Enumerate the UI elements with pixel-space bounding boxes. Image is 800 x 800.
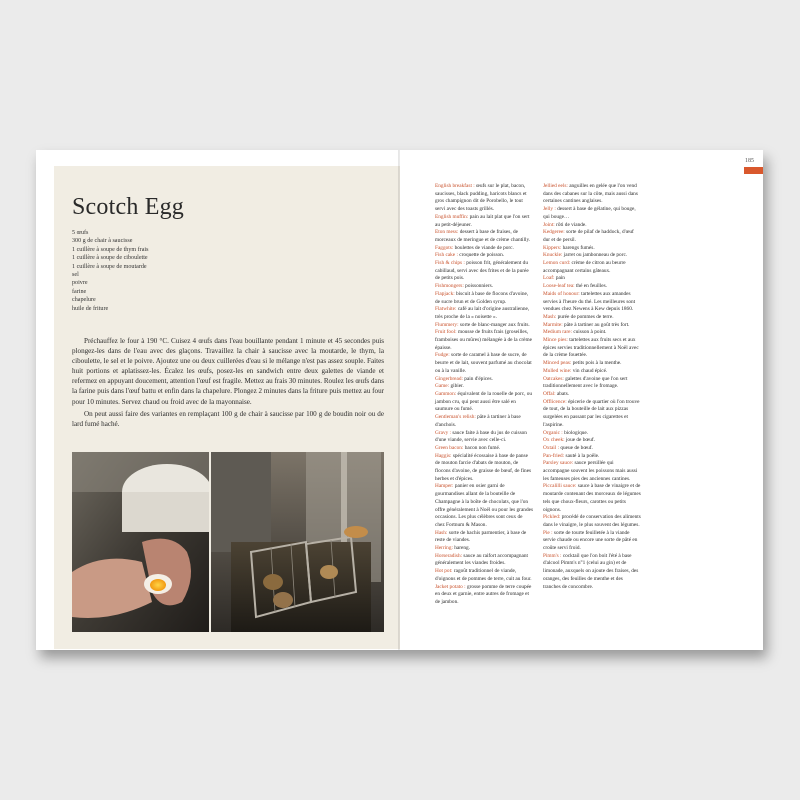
glossary-entry — [435, 291, 533, 306]
glossary-definition: croquette de poisson. — [459, 252, 505, 259]
glossary-entry — [435, 430, 533, 445]
glossary-term: Faggots: — [435, 244, 454, 251]
glossary-term: Organic : — [543, 429, 563, 436]
glossary-entry — [435, 329, 533, 352]
glossary-entry — [543, 483, 641, 514]
page-tab-marker — [744, 167, 763, 174]
glossary-term: Pan-fried: — [543, 452, 565, 459]
glossary-definition: ragoût traditionnel de viande, d'oignons et de pommes de terre, cuit au four. — [435, 568, 532, 582]
glossary-entry — [543, 329, 641, 337]
glossary-definition: abats. — [556, 390, 570, 397]
glossary-term: English muffin: — [435, 213, 469, 220]
glossary-term: Lemon curd: — [543, 260, 571, 267]
glossary-entry — [543, 368, 641, 376]
glossary-definition: jarret ou jambonneau de porc. — [563, 252, 628, 259]
glossary-entry — [543, 322, 641, 330]
glossary-definition: sorte de pilaf de haddock, d'œuf dur et de persil. — [543, 229, 634, 243]
glossary-term: Hot pot: — [435, 568, 453, 575]
glossary-definition: sorte de hachis parmentier, à base de reste de viandes. — [435, 529, 527, 544]
glossary-entry — [543, 445, 641, 453]
glossary-definition: dessert à base de gélatine, qui bouge, qui bouge… — [543, 206, 636, 220]
glossary-definition: crème de citron au beurre accompagnant certains gâteaux. — [543, 260, 626, 274]
glossary-term: Eton mess: — [435, 229, 459, 236]
glossary-definition: mousse de fruits frais (groseilles, framboises ou mûres) mélangée à de la crème épaisse. — [435, 329, 532, 351]
glossary-definition: tartelettes aux amandes servies à l'heure du thé. Les meilleures sont vendues chez Newens à Kew depuis 1860. — [543, 290, 636, 313]
glossary-definition: vin chaud épicé. — [572, 367, 608, 374]
glossary-entry — [435, 530, 533, 545]
glossary-definition: poisson frit, généralement du cabillaud, servi avec des frites et de la purée de petits pois. — [435, 260, 529, 282]
glossary-term: Minced peas: — [543, 360, 572, 367]
glossary-term: Fish cake : — [435, 252, 458, 259]
glossary-entry — [435, 483, 533, 529]
ingredient-item: farine — [72, 288, 87, 295]
glossary-term: Mash: — [543, 313, 557, 320]
glossary-term: Loose-leaf tea: — [543, 283, 575, 290]
glossary-definition: rôti de viande. — [556, 221, 587, 228]
glossary-entry — [543, 314, 641, 322]
glossary-term: Flatwhite: — [435, 306, 457, 313]
glossary-entry — [435, 376, 533, 384]
glossary-term: Joint: — [543, 221, 555, 228]
ingredients-list — [72, 229, 148, 313]
glossary-term: Pie : — [543, 529, 553, 536]
glossary-term: Kedgeree: — [543, 229, 565, 236]
glossary-term: Gammon: — [435, 390, 457, 397]
glossary-definition: cuisson à point. — [573, 329, 607, 336]
glossary-term: Oatcakes: — [543, 375, 564, 382]
glossary-entry — [543, 291, 641, 314]
recipe-title: Scotch Egg — [72, 194, 184, 220]
glossary-definition: équivalent de la rouelle de porc, ou jambon cru, qui peut aussi être salé en saumure ou fumé. — [435, 390, 533, 413]
glossary-entry — [435, 584, 533, 607]
glossary-entry — [435, 183, 533, 214]
ingredient-item: sel — [72, 272, 79, 279]
glossary-definition: grosse pomme de terre coupée en deux et garnie, entre autres de fromage et de jambon. — [435, 583, 532, 605]
glossary-entry — [543, 553, 641, 592]
glossary-entry — [543, 206, 641, 221]
glossary-term: Knuckle: — [543, 252, 563, 259]
glossary-entry — [435, 229, 533, 244]
glossary-entry — [435, 306, 533, 321]
glossary-term: Parsley sauce: — [543, 460, 574, 467]
glossary-term: Gentleman's relish: — [435, 414, 476, 421]
glossary-entry — [543, 530, 641, 553]
glossary-entry — [435, 352, 533, 375]
glossary-definition: queue de bœuf. — [560, 444, 593, 451]
glossary-entry — [543, 399, 641, 430]
glossary-term: Ox cheek: — [543, 437, 565, 444]
glossary-definition: gibier. — [450, 383, 464, 390]
glossary-term: Gravy : — [435, 429, 452, 436]
glossary-term: Maids of honour: — [543, 290, 580, 297]
ingredient-item: 1 cuillère à soupe de thym frais — [72, 246, 149, 253]
glossary-definition: sorte de tourte feuilletée à la viande servie chaude ou encore une sorte de pâté en croûte servi froid. — [543, 529, 638, 552]
page-number: 185 — [745, 158, 754, 164]
glossary-entry — [543, 337, 641, 360]
glossary-definition: dessert à base de fraises, de morceaux de meringue et de crème chantilly. — [435, 229, 531, 243]
glossary-definition: thé en feuilles. — [575, 283, 607, 290]
right-page — [400, 150, 763, 650]
method-paragraph: Préchauffez le four à 190 °C. Cuisez 4 œufs dans l'eau bouillante pendant 1 minute et 45 secondes puis plongez-les dans de l'eau avec des glaçons. Travaillez la chair à saucisse avec la moutarde, le thym, la ciboulette, le sel et le poivre. Ajoutez une ou deux cuillerées d'eau si le mélange n'est pas assez souple. Faites huit portions et aplatissez-les. Écalez les œufs, posez-les en sandwich entre deux galettes de viande et refermez en appuyant doucement, attention l'œuf est fragile. Mettez au frais 30 minutes. Roulez les œufs dans la farine puis dans l'œuf battu et enfin dans la chapelure. Plongez 2 minutes dans la friture puis mettez au four pour 10 minutes. Servez chaud ou froid avec de la mayonnaise. — [72, 337, 384, 406]
glossary-term: Jelly : — [543, 206, 556, 213]
glossary-definition: purée de pommes de terre. — [557, 313, 614, 320]
glossary-definition: œufs sur le plat, bacon, saucisses, black pudding, haricots blancs et gros champignon dit de Porobello, le tout servi avec des toasts grillés. — [435, 183, 527, 213]
glossary-term: English breakfast : — [435, 183, 475, 189]
glossary-term: Marmite: — [543, 321, 563, 328]
glossary-entry — [435, 214, 533, 229]
glossary-definition: pâte à tartiner à base d'anchois. — [435, 414, 521, 428]
glossary-term: Mince pies: — [543, 337, 568, 344]
glossary-definition: épicerie de quartier où l'on trouve de tout, de la bouteille de lait aux pizzas surgelées en passant par les cigarettes et l'aspirine. — [543, 398, 640, 428]
left-page — [36, 150, 400, 650]
glossary-entry — [543, 229, 641, 244]
glossary-term: Gingerbread: — [435, 375, 463, 382]
deep-fryer-baskets-photo — [211, 452, 384, 632]
glossary-entry — [435, 283, 533, 291]
glossary-entry — [435, 252, 533, 260]
glossary-entry — [543, 252, 641, 260]
glossary-entry — [435, 391, 533, 414]
glossary-entry — [543, 391, 641, 399]
glossary-entry — [543, 376, 641, 391]
glossary-term: Flummery: — [435, 321, 459, 328]
glossary-entry — [435, 545, 533, 553]
glossary-term: Fish & chips : — [435, 260, 465, 267]
glossary-definition: cocktail que l'on boit l'été à base d'alcool Pimm's n°1 (celui au gin) et de limonade, auxquels on ajoute des fraises, des oranges, des feuilles de menthe et des tranches de concombre. — [543, 552, 639, 590]
glossary-definition: anguilles en gelée que l'on vend dans des cabanes sur la côte, mais aussi dans certaines cantines anglaises. — [543, 183, 638, 205]
glossary-definition: biologique. — [564, 429, 589, 436]
glossary-definition: sauce au raifort accompagnant généralement les viandes froides. — [435, 552, 528, 567]
glossary-definition: galettes d'avoine que l'on sert traditionnellement avec le fromage. — [543, 375, 628, 390]
glossary-term: Jacket potato : — [435, 583, 466, 590]
glossary-entry — [543, 183, 641, 206]
glossary-definition: sauce à base de vinaigre et de moutarde contenant des morceaux de légumes tels que choux-fleurs, carottes ou petits oignons. — [543, 483, 641, 513]
glossary-definition: pain d'épices. — [464, 375, 493, 382]
glossary-definition: procédé de conservation des aliments dans le vinaigre, le plus souvent des légumes. — [543, 514, 641, 528]
glossary-entry — [435, 414, 533, 429]
glossary-entry — [435, 453, 533, 484]
glossary-definition: boulettes de viande de porc. — [454, 244, 514, 251]
glossary-entry — [543, 260, 641, 275]
glossary-entry — [435, 553, 533, 568]
glossary-term: Offal: — [543, 390, 556, 397]
glossary-entry — [435, 383, 533, 391]
glossary-definition: tartelettes aux fruits secs et aux épices servies traditionnellement à Noël avec de la crème fouettée. — [543, 337, 639, 359]
glossary-term: Fruit fool: — [435, 329, 457, 336]
glossary-term: Haggis: — [435, 452, 452, 459]
glossary-definition: bacon non fumé. — [464, 444, 501, 451]
glossary-term: Hash: — [435, 529, 448, 536]
glossary-entry — [543, 453, 641, 461]
glossary-definition: sauce persillée qui accompagne souvent les poissons mais aussi les fameuses pies des anciennes cantines. — [543, 460, 638, 482]
glossary-term: Game: — [435, 383, 450, 390]
recipe-method — [72, 336, 384, 431]
glossary-definition: hareng. — [454, 545, 471, 552]
glossary-term: Mulled wine: — [543, 367, 572, 374]
glossary-entry — [543, 460, 641, 483]
glossary-term: Fudge: — [435, 352, 450, 359]
glossary-term: Horseradish: — [435, 552, 463, 559]
glossary-term: Piccalilli sauce: — [543, 483, 577, 490]
glossary-entry — [543, 437, 641, 445]
glossary-definition: joue de bœuf. — [565, 437, 595, 444]
glossary-entry — [435, 245, 533, 253]
glossary-entry — [435, 568, 533, 583]
glossary-entry — [543, 514, 641, 529]
glossary-definition: poissonniers. — [465, 283, 493, 290]
glossary-definition: sorte de blanc-manger aux fruits. — [459, 321, 530, 328]
glossary — [435, 183, 749, 613]
glossary-entry — [435, 260, 533, 283]
glossary-term: Pickled: — [543, 514, 561, 521]
hands-breaking-egg-photo — [72, 452, 209, 632]
glossary-entry — [435, 445, 533, 453]
glossary-entry — [543, 360, 641, 368]
recipe-panel — [54, 166, 400, 649]
ingredient-item: chapelure — [72, 297, 96, 304]
glossary-definition: petits pois à la menthe. — [572, 360, 622, 367]
glossary-term: Hamper: — [435, 483, 454, 490]
glossary-definition: sorte de caramel à base de sucre, de beurre et de lait, souvent parfumé au chocolat ou à la vanille. — [435, 352, 532, 374]
glossary-term: Medium rare: — [543, 329, 572, 336]
ingredient-item: 1 cuillère à soupe de moutarde — [72, 263, 147, 270]
glossary-definition: pâte à tartiner au goût très fort. — [564, 321, 630, 328]
ingredient-item: 1 cuillère à soupe de ciboulette — [72, 255, 148, 262]
glossary-definition: biscuit à base de flocons d'avoine, de sucre brun et de Golden syrup. — [435, 290, 529, 305]
glossary-definition: harengs fumés. — [562, 244, 595, 251]
glossary-entry — [543, 283, 641, 291]
ingredient-item: 5 œufs — [72, 230, 89, 236]
method-paragraph: On peut aussi faire des variantes en remplaçant 100 g de chair à saucisse par 100 g de boudin noir ou de lard fumé haché. — [72, 409, 384, 428]
glossary-term: Oxtail : — [543, 444, 560, 451]
ingredient-item: huile de friture — [72, 305, 109, 312]
glossary-term: Fishmongers: — [435, 283, 464, 290]
glossary-term: Pimm's : — [543, 552, 562, 559]
ingredient-item: poivre — [72, 280, 88, 287]
glossary-term: Jellied eels: — [543, 183, 568, 189]
glossary-definition: pain — [555, 275, 565, 282]
glossary-definition: panier en osier garni de gourmandises allant de la bouteille de Champagne à la boîte de chocolats, que l'on offre généralement à Noël ou pour les grandes occasions. Les plus célèbres sont ceux de chez Fortnum & Mason. — [435, 483, 534, 528]
glossary-term: Herring: — [435, 545, 453, 552]
glossary-term: Flapjack: — [435, 290, 455, 297]
glossary-term: Green bacon: — [435, 444, 464, 451]
glossary-term: Kippers: — [543, 244, 562, 251]
glossary-definition: pain au lait plat que l'on sert au petit-déjeuner. — [435, 213, 530, 228]
ingredient-item: 300 g de chair à saucisse — [72, 238, 133, 245]
glossary-term: Loaf: — [543, 275, 555, 282]
book-spread — [36, 150, 763, 650]
glossary-term: Offlicence: — [543, 398, 567, 405]
glossary-entry — [543, 275, 641, 283]
glossary-definition: sauté à la poêle. — [565, 452, 600, 459]
glossary-definition: café au lait d'origine australienne, très proche de la « noisette ». — [435, 306, 530, 320]
glossary-entry — [543, 245, 641, 253]
glossary-definition: spécialité écossaise à base de panse de mouton farcie d'abats de mouton, de flocons d'avoine, de graisse de bœuf, de fines herbes et d'épices. — [435, 452, 532, 482]
glossary-definition: sauce faite à base du jus de cuisson d'une viande, servie avec celle-ci. — [435, 429, 527, 444]
